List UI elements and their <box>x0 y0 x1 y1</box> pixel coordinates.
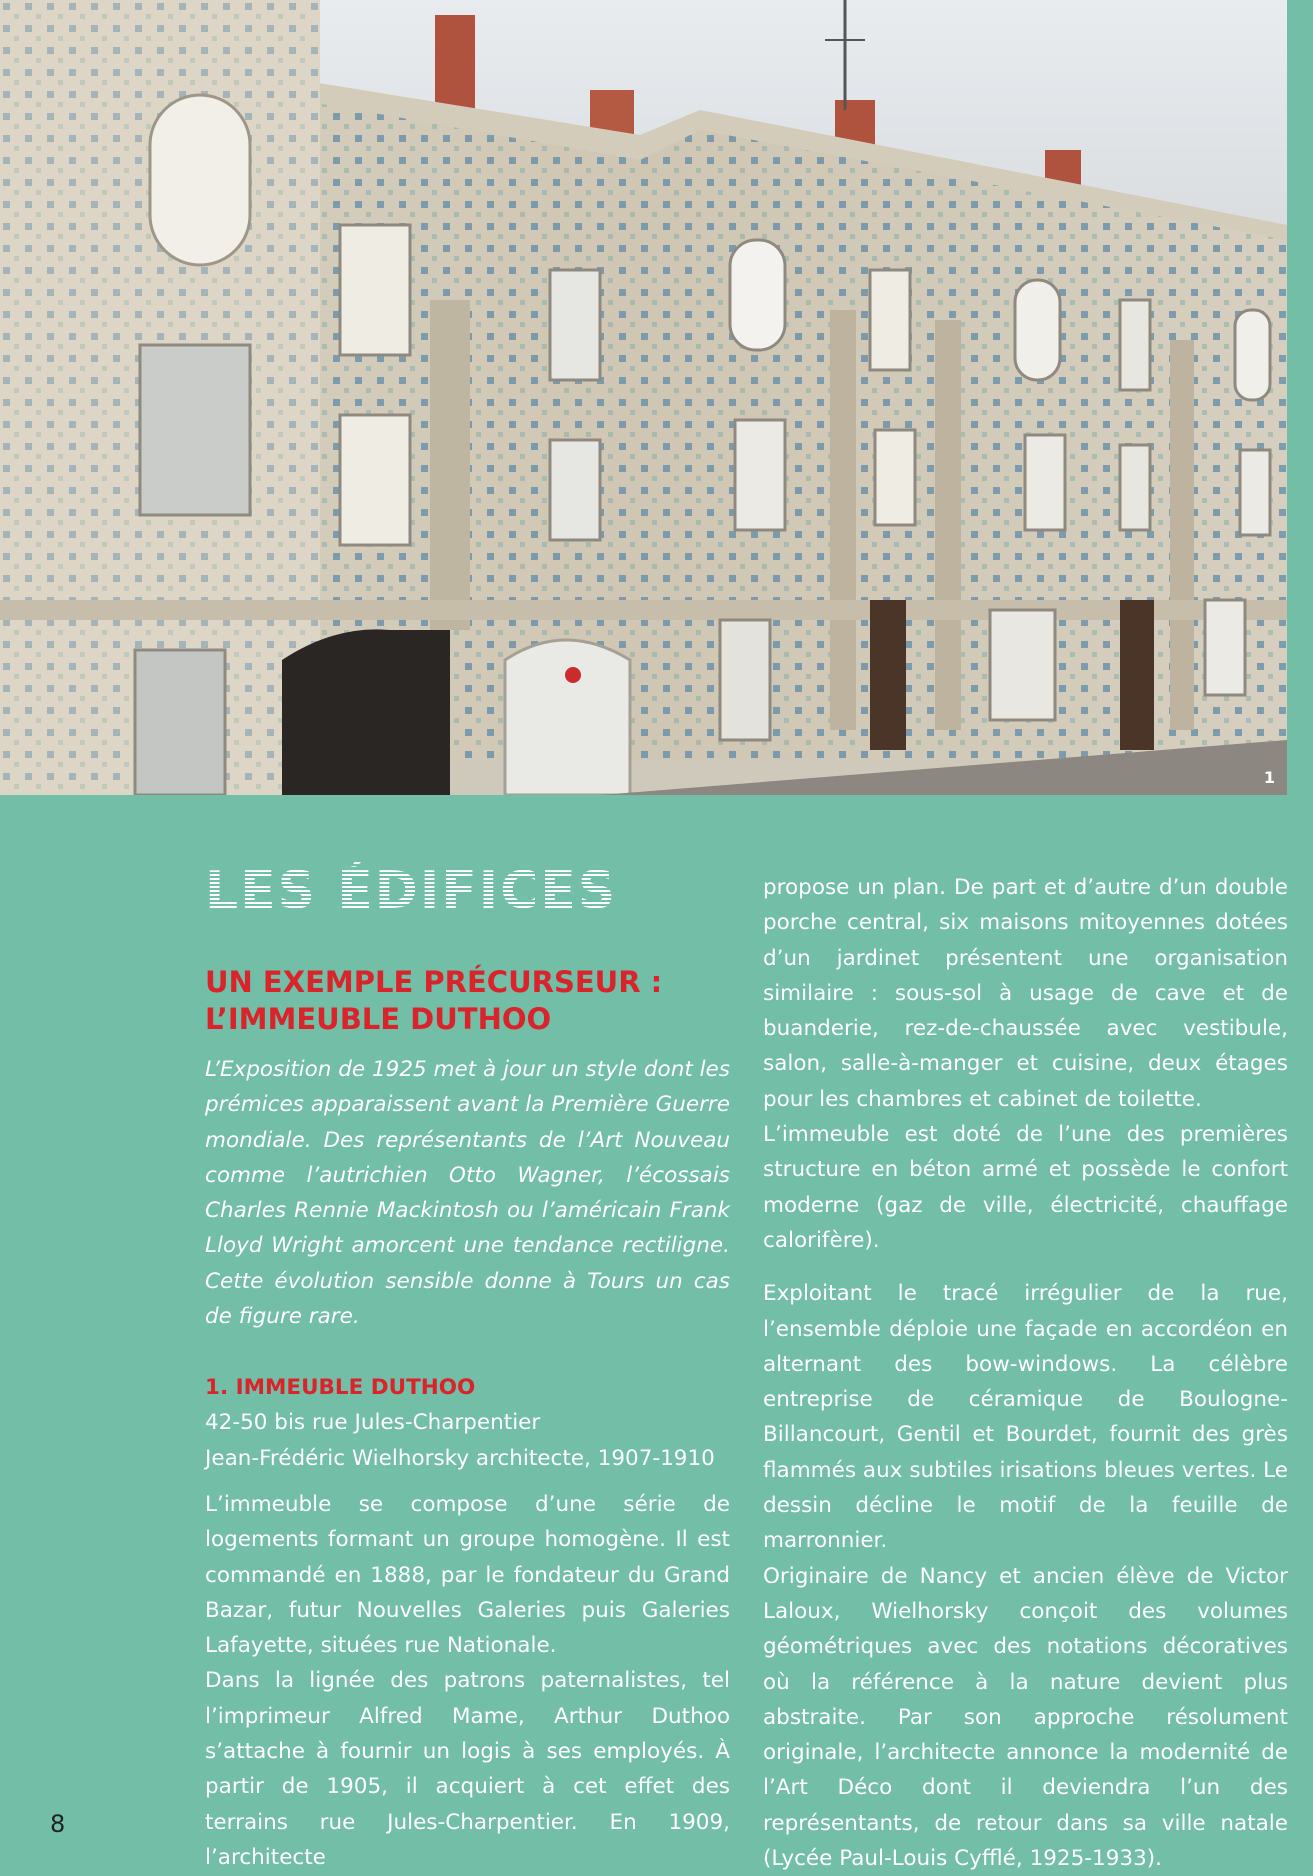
building-photo <box>0 0 1287 795</box>
body-paragraph-4: L’immeuble est doté de l’une des premières structure en béton armé et possède le confort moderne (gaz de ville, électricité, chauffage calorifère). <box>763 1122 1288 1253</box>
intro-paragraph: L’Exposition de 1925 met à jour un style dont les prémices apparaissent avant la Première Guerre mondiale. Des représentants de l’Art Nouveau comme l’autrichien Otto Wagner, l’écossais Charles Rennie Mackintosh ou l’américain Frank Lloyd Wright amorcent une tendance rectiligne. Cette évolution sensible donne à Tours un cas de figure rare. <box>205 1057 730 1330</box>
article-subtitle <box>205 964 730 1038</box>
body-paragraph-2: Dans la lignée des patrons paternalistes, tel l’imprimeur Alfred Mame, Arthur Duthoo s’attache à fournir un logis à ses employés. À partir de 1905, il acquiert à cet effet des terrains rue Jules-Charpentier. En 1909, l’architecte <box>205 1668 730 1870</box>
subtitle-line-2: L’IMMEUBLE DUTHOO <box>205 1002 552 1036</box>
body-paragraph-5: Exploitant le tracé irrégulier de la rue, l’ensemble déploie une façade en accordéon en alternant des bow-windows. La célèbre entreprise de céramique de Boulogne-Billancourt, Gentil et Bourdet, fournit des grès flammés aux subtiles irisations bleues vertes. Le dessin décline le motif de la feuille de marronnier. <box>763 1281 1288 1554</box>
subtitle-line-1: UN EXEMPLE PRÉCURSEUR : <box>205 965 663 999</box>
page-edge-strip <box>1287 0 1313 795</box>
left-column <box>205 862 730 1875</box>
entry-heading: 1. IMMEUBLE DUTHOO <box>205 1375 476 1401</box>
entry-address: 42-50 bis rue Jules-Charpentier <box>205 1410 541 1436</box>
entry-architect: Jean-Frédéric Wielhorsky architecte, 1907-1910 <box>205 1445 715 1471</box>
photo-number: 1 <box>1263 768 1275 787</box>
body-paragraph-6: Originaire de Nancy et ancien élève de Victor Laloux, Wielhorsky conçoit des volumes géométriques avec des notations décoratives où la référence à la nature devient plus abstraite. Par son approche résolument originale, l’architecte annonce la modernité de l’Art Déco dont il deviendra l’un des représentants, de retour dans sa ville natale (Lycée Paul-Louis Cyfflé, 1925-1933). <box>763 1563 1288 1872</box>
body-paragraph-1: L’immeuble se compose d’une série de logements formant un groupe homogène. Il est commandé en 1888, par le fondateur du Grand Bazar, futur Nouvelles Galeries puis Galeries Lafayette, situées rue Nationale. <box>205 1491 730 1659</box>
section-title: LES ÉDIFICES <box>205 862 730 920</box>
body-paragraph-3: propose un plan. De part et d’autre d’un double porche central, six maisons mitoyennes dotées d’un jardinet présentent une organisation similaire : sous-sol à usage de cave et de buanderie, rez-de-chaussée avec vestibule, salon, salle-à-manger et cuisine, deux étages pour les chambres et cabinet de toilette. <box>763 875 1288 1112</box>
immeuble-duthoo-illustration <box>0 0 1287 795</box>
page-number: 8 <box>50 1810 66 1838</box>
right-column <box>763 870 1288 1876</box>
